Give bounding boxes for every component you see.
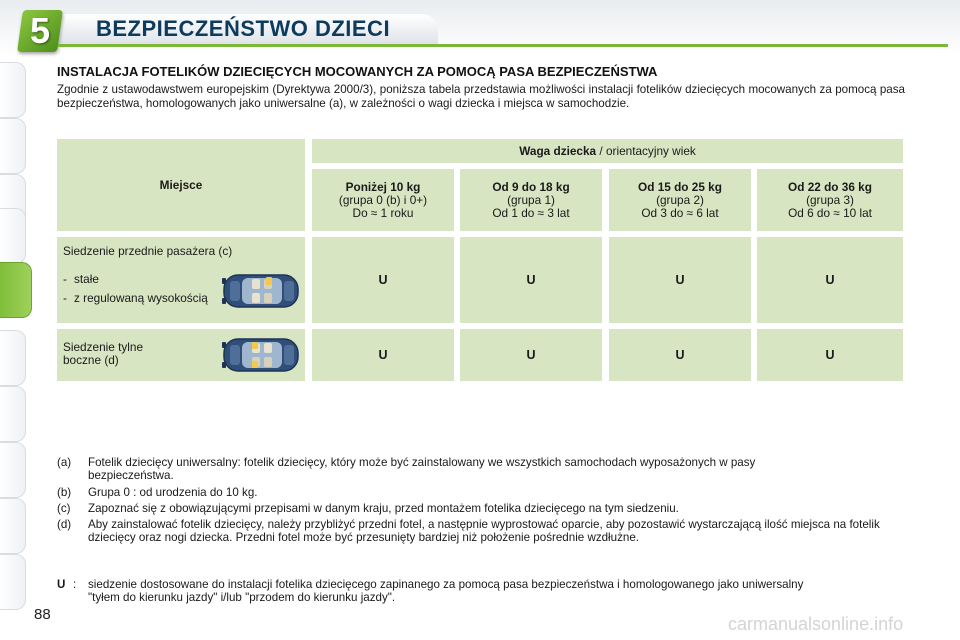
column-header-1	[460, 169, 602, 231]
column-header-3	[757, 169, 903, 231]
value-u: U	[825, 272, 835, 287]
footnote-label: (d)	[57, 518, 72, 531]
chapter-tab-7[interactable]	[0, 386, 26, 442]
column-title: Od 9 do 18 kg	[492, 179, 570, 194]
column-header-2	[609, 169, 751, 231]
legend-u	[57, 578, 917, 604]
legend-colon: :	[73, 578, 77, 591]
column-group: (grupa 0 (b) i 0+)	[338, 192, 428, 207]
value-cell	[609, 237, 751, 323]
footnote-a	[57, 456, 917, 482]
chapter-tab-6[interactable]	[0, 330, 26, 386]
value-cell	[312, 237, 454, 323]
section-title: INSTALACJA FOTELIKÓW DZIECIĘCYCH MOCOWANYCH ZA POMOCĄ PASA BEZPIECZEŃSTWA	[57, 64, 658, 79]
value-u: U	[675, 347, 685, 362]
row-front-place-cell	[57, 237, 305, 323]
value-cell	[312, 329, 454, 381]
value-u: U	[526, 347, 536, 362]
bullet: -	[63, 291, 67, 305]
value-cell	[460, 329, 602, 381]
option-fixed: stałe	[74, 272, 99, 286]
footnote-c	[57, 502, 917, 515]
column-group: (grupa 3)	[806, 192, 854, 207]
weight-header-bold: Waga dziecka	[519, 143, 597, 158]
chapter-tab-2[interactable]	[0, 118, 26, 174]
value-u: U	[675, 272, 685, 287]
page-number: 88	[34, 606, 51, 623]
chapter-tab-4[interactable]	[0, 208, 26, 264]
chapter-badge	[17, 10, 63, 52]
footnote-text: Grupa 0 : od urodzenia do 10 kg.	[88, 486, 258, 499]
column-header-0	[312, 169, 454, 231]
chapter-tab-5-active[interactable]	[0, 262, 32, 318]
column-age: Od 6 do ≈ 10 lat	[788, 205, 872, 220]
chapter-number: 5	[29, 10, 51, 51]
header-rule	[58, 44, 948, 47]
legend-text: siedzenie dostosowane do instalacji fotelika dziecięcego zapinanego za pomocą pasa bezpieczeństwa i homologowanego jako uniwersalny "tyłem do kierunku jazdy" i/lub "przodem do kierunku jazdy".	[88, 578, 804, 604]
value-cell	[757, 329, 903, 381]
car-front-seat-icon	[222, 272, 302, 310]
page-title: BEZPIECZEŃSTWO DZIECI	[96, 16, 391, 41]
value-cell	[757, 237, 903, 323]
weight-header	[519, 145, 696, 158]
value-u: U	[825, 347, 835, 362]
column-title: Od 15 do 25 kg	[638, 179, 722, 194]
row-rear-place-cell	[57, 329, 305, 381]
value-cell	[460, 237, 602, 323]
column-title: Od 22 do 36 kg	[788, 179, 872, 194]
column-group: (grupa 2)	[656, 192, 704, 207]
column-title: Poniżej 10 kg	[345, 179, 421, 194]
footnote-b	[57, 486, 917, 499]
option-adjustable: z regulowaną wysokością	[74, 291, 208, 305]
column-age: Do ≈ 1 roku	[352, 205, 414, 220]
chapter-tab-8[interactable]	[0, 442, 26, 498]
value-u: U	[378, 347, 388, 362]
column-age: Od 3 do ≈ 6 lat	[641, 205, 719, 220]
footnote-label: (b)	[57, 486, 72, 499]
column-group: (grupa 1)	[507, 192, 555, 207]
rear-seat-label: Siedzenie tylne boczne (d)	[63, 340, 144, 367]
value-cell	[609, 329, 751, 381]
column-age: Od 1 do ≈ 3 lat	[492, 205, 570, 220]
footnote-text: Aby zainstalować fotelik dziecięcy, należy przybliżyć przedni fotel, a następnie wyprostować oparcie, aby pozostawić wystarczającą ilość miejsca na fotelik dziecięcy oraz nogi dziecka. Przedni fotel może być przesunięty bardziej niż położenie pośrednie wzdłużne.	[88, 518, 880, 544]
chapter-tab-10[interactable]	[0, 554, 26, 610]
legend-label: U	[57, 578, 66, 591]
bullet: -	[63, 272, 67, 286]
place-header-cell	[57, 139, 305, 231]
value-u: U	[378, 272, 388, 287]
watermark: carmanualsonline.info	[728, 614, 904, 634]
intro-paragraph: Zgodnie z ustawodawstwem europejskim (Dyrektywa 2000/3), poniższa tabela przedstawia możliwości instalacji fotelików dziecięcych mocowanych za pomocą pasa bezpieczeństwa, homologowanych jako uniwersalne (a), w zależności o wagi dziecka i miejsca w samochodzie.	[57, 83, 905, 110]
place-header: Miejsce	[159, 177, 203, 192]
chapter-tab-9[interactable]	[0, 498, 26, 554]
footnote-label: (a)	[57, 456, 72, 469]
footnote-label: (c)	[57, 502, 71, 515]
footnote-text: Zapoznać się z obowiązującymi przepisami w danym kraju, przed montażem fotelika dziecięcego na tym siedzeniu.	[88, 502, 679, 515]
weight-header-rest: / orientacyjny wiek	[596, 143, 696, 158]
weight-header-cell	[312, 139, 903, 163]
footnote-d	[57, 518, 917, 544]
footnote-text: Fotelik dziecięcy uniwersalny: fotelik dziecięcy, który może być zainstalowany we wszystkich samochodach wyposażonych w pasy bezpieczeństwa.	[88, 456, 756, 482]
car-rear-seat-icon	[222, 336, 302, 374]
front-seat-label: Siedzenie przednie pasażera (c)	[63, 244, 233, 258]
value-u: U	[526, 272, 536, 287]
chapter-tab-1[interactable]	[0, 62, 26, 118]
